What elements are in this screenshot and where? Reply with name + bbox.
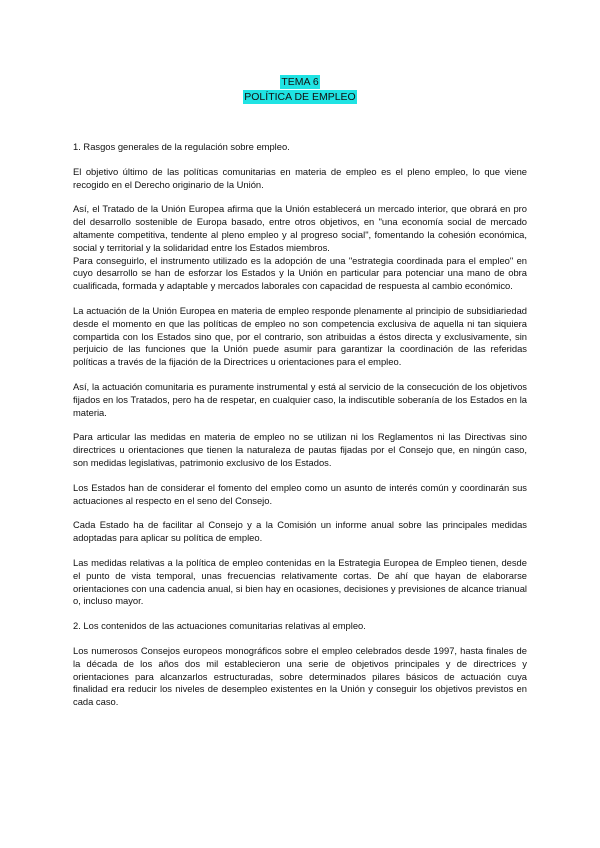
paragraph-strategy: Para conseguirlo, el instrumento utilizado es la adopción de una "estrategia coordinada para el empleo" en cuyo desarrollo se han de esforzar los Estados y la Unión en particular para potenciar una mano de obra cualificada, formada y adaptable y mercados laborales con capacidad de respuesta al cambio económico. (73, 254, 527, 292)
paragraph-frequency: Las medidas relativas a la política de empleo contenidas en la Estrategia Europea de Empleo tienen, desde el punto de vista temporal, unas frecuencias relativamente cortas. De ahí que hayan de elaborarse orientaciones con una cadencia anual, si bien hay en ocasiones, decisiones y previsiones de alcance trianual o, incluso mayor. (73, 556, 527, 607)
paragraph-instrumental: Así, la actuación comunitaria es puramente instrumental y está al servicio de la consecución de los objetivos fijados en los Tratados, pero ha de respetar, en cualquier caso, la indiscutible soberanía de los Estados en la materia. (73, 380, 527, 418)
paragraph-guidelines: Para articular las medidas en materia de empleo no se utilizan ni los Reglamentos ni las Directivas sino directrices u orientaciones que tienen la naturaleza de pautas fijadas por el Consejo que, en ningún caso, son medidas legislativas, patrimonio exclusivo de los Estados. (73, 431, 527, 468)
paragraph-subsidiarity: La actuación de la Unión Europea en materia de empleo responde plenamente al principio de subsidiariedad desde el momento en que las políticas de empleo no son competencia exclusiva de aquella ni tan siquiera compartida con los Estados sino que, por el contrario, son atribuidas a éstos directa y exclusivamente, sin perjuicio de las funciones que la Unión puede asumir para garantizar la coordinación de las referidas políticas a través de la fijación de la Directrices u orientaciones para el empleo. (73, 304, 527, 368)
document-title-topic: TEMA 6 (281, 76, 319, 88)
paragraph-treaty: Así, el Tratado de la Unión Europea afirma que la Unión establecerá un mercado interior, que obrará en pro del desarrollo sostenible de Europa basado, entre otros objetivos, en "una economía social de mercado altamente competitiva, tendente al pleno empleo y al progreso social", fomentando la cohesión económica, social y territorial y la solidaridad entre los Estados miembros. (73, 203, 527, 253)
paragraph-objective: El objetivo último de las políticas comunitarias en materia de empleo es el pleno empleo, lo que viene recogido en el Derecho originario de la Unión. (73, 165, 527, 190)
document-title-subject: POLÍTICA DE EMPLEO (244, 91, 356, 103)
section-heading-1: 1. Rasgos generales de la regulación sobre empleo. (73, 141, 290, 152)
paragraph-annual-report: Cada Estado ha de facilitar al Consejo y a la Comisión un informe anual sobre las principales medidas adoptadas para aplicar su política de empleo. (73, 519, 527, 544)
title-block (73, 73, 527, 103)
section-heading-2: 2. Los contenidos de las actuaciones comunitarias relativas al empleo. (73, 620, 366, 632)
paragraph-common-interest: Los Estados han de considerar el fomento del empleo como un asunto de interés común y coordinarán sus actuaciones al respecto en el seno del Consejo. (73, 481, 527, 506)
paragraph-councils: Los numerosos Consejos europeos monográficos sobre el empleo celebrados desde 1997, hasta finales de la década de los años dos mil establecieron una serie de objetivos principales y de directrices y orientaciones para alcanzarlos estructuradas, sobre determinados pilares básicos de actuación cuya finalidad era reducir los niveles de desempleo existentes en la Unión y conseguir los objetivos previstos en cada caso. (73, 644, 527, 708)
